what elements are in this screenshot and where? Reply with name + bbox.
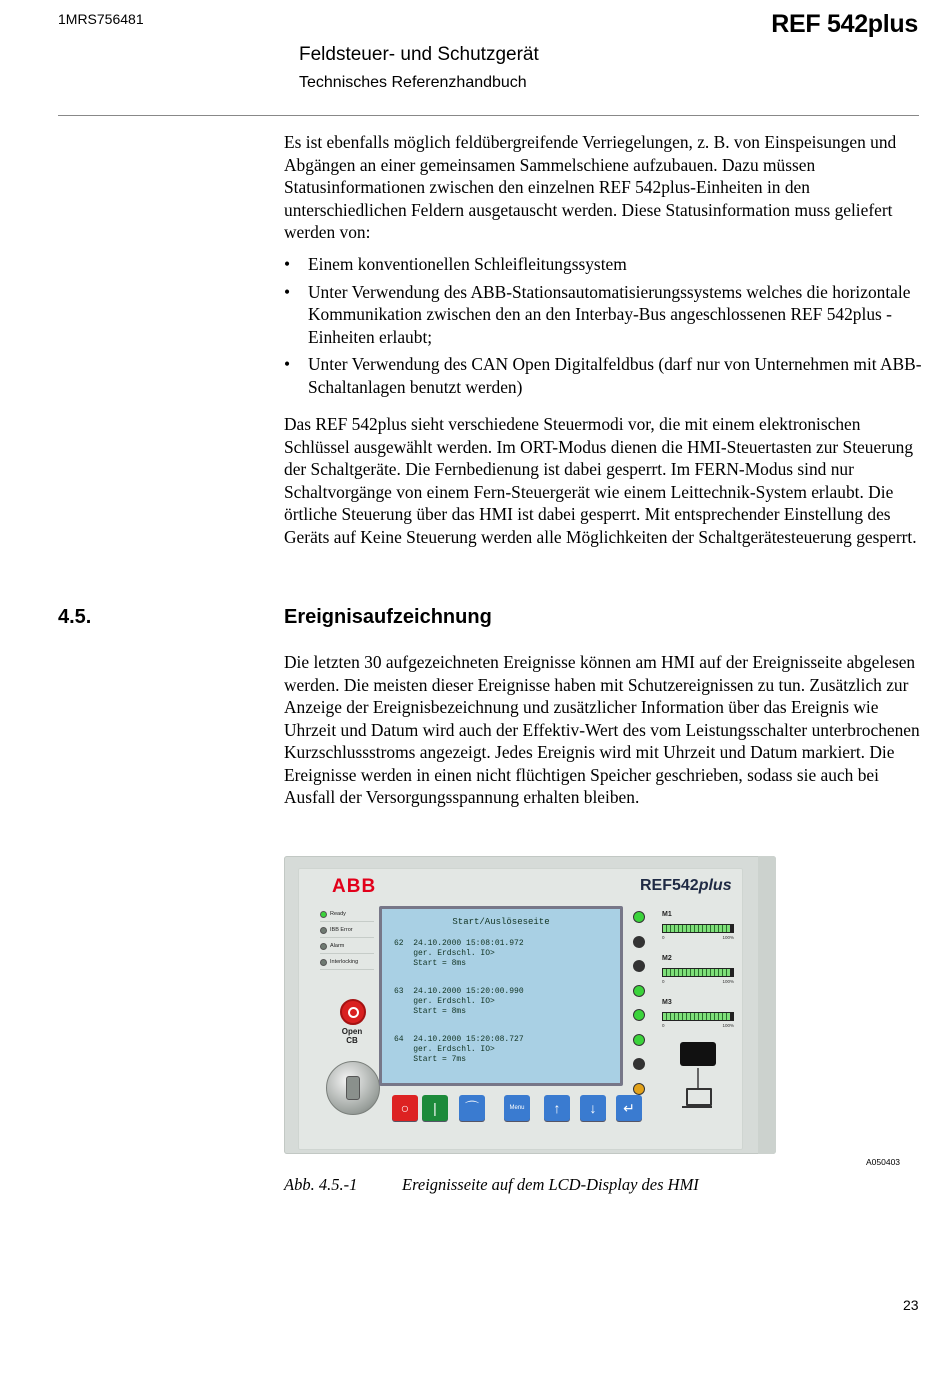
figure-reference: A050403 bbox=[866, 1157, 901, 1167]
open-cb-label: Open CB bbox=[341, 1027, 363, 1045]
led-label: IBB Error bbox=[330, 927, 353, 933]
close-key[interactable] bbox=[422, 1095, 448, 1121]
led-icon bbox=[320, 943, 327, 950]
led-row bbox=[320, 955, 374, 970]
led-label: Interlocking bbox=[330, 959, 359, 965]
enter-key[interactable] bbox=[616, 1095, 642, 1121]
select-key-icon: ⌒ bbox=[465, 1100, 479, 1116]
led-label: Alarm bbox=[330, 943, 345, 949]
led-icon bbox=[320, 959, 327, 966]
status-led-icon bbox=[633, 960, 645, 972]
meter bbox=[662, 999, 734, 1041]
lcd-event-entry: 62 24.10.2000 15:08:01.972 ger. Erdschl. IO> Start = 8ms bbox=[394, 939, 524, 968]
paragraph-control-modes: Das REF 542plus sieht verschiedene Steuermodi vor, die mit einem elektronischen Schlüssel ausgewählt werden. Im ORT-Modus dienen die HMI-Steuertasten zur Steuerung der Schaltgeräte. Die Fernbedienung ist dabei gesperrt. Im FERN-Modus sind nur Schaltvorgänge von einem Fern-Steuergerät wie einem Leittechnik-System erlaubt. Die örtliche Steuerung über das HMI ist dabei gesperrt. Mit entsprechender Einstellung des Geräts auf Keine Steuerung werden alle Möglichkeiten der Schaltgerätesteuerung gesperrt. bbox=[284, 414, 917, 547]
device-side-rail bbox=[758, 856, 776, 1154]
down-key-icon: ↓ bbox=[589, 1100, 597, 1116]
abb-logo: ABB bbox=[332, 876, 377, 897]
enter-key-icon: ↵ bbox=[623, 1099, 635, 1116]
product-name: REF 542plus bbox=[771, 10, 918, 38]
optical-port-icon bbox=[680, 1042, 716, 1066]
meter bbox=[662, 911, 734, 953]
connection-line bbox=[697, 1068, 699, 1088]
menu-key[interactable] bbox=[504, 1095, 530, 1121]
status-source-list bbox=[284, 253, 924, 403]
page-number: 23 bbox=[903, 1297, 919, 1313]
status-led-column bbox=[633, 911, 647, 1107]
lcd-event-entry: 64 24.10.2000 15:20:08.727 ger. Erdschl. IO> Start = 7ms bbox=[394, 1035, 524, 1064]
meter-bar bbox=[662, 924, 734, 933]
menu-key-icon: Menu bbox=[509, 1105, 525, 1111]
meter-fill bbox=[663, 1013, 730, 1020]
key-switch-icon[interactable] bbox=[326, 1061, 380, 1115]
paragraph-interlocking: Es ist ebenfalls möglich feldübergreifende Verriegelungen, z. B. von Einspeisungen und Abgängen an einer gemeinsamen Sammelschiene aufzubauen. Dazu müssen Statusinformationen zwischen den einzelnen REF 542plus-Einheiten in den unterschiedlichen Feldern ausgetauscht werden. Diese Statusinformation muss geliefert werden von: bbox=[284, 132, 897, 242]
lcd-event-entry: 63 24.10.2000 15:20:00.990 ger. Erdschl. IO> Start = 8ms bbox=[394, 987, 524, 1016]
section-title: Ereignisaufzeichnung bbox=[284, 606, 492, 628]
hmi-device-photo bbox=[284, 856, 776, 1154]
status-led-icon bbox=[633, 936, 645, 948]
status-led-icon bbox=[633, 1009, 645, 1021]
led-row bbox=[320, 907, 374, 922]
close-key-icon: | bbox=[433, 1100, 437, 1116]
figure-caption bbox=[284, 1175, 699, 1195]
device-model bbox=[640, 877, 732, 895]
meter-scale: 0 100% bbox=[662, 1023, 734, 1028]
open-key-icon: ○ bbox=[400, 1100, 410, 1116]
status-led-icon bbox=[633, 1083, 645, 1095]
model-suffix: plus bbox=[698, 877, 732, 894]
meter-scale: 0 100% bbox=[662, 935, 734, 940]
meter-panel bbox=[662, 911, 734, 1043]
led-row bbox=[320, 923, 374, 938]
caption-number: Abb. 4.5.-1 bbox=[284, 1175, 358, 1194]
meter-bar bbox=[662, 968, 734, 977]
led-icon bbox=[320, 911, 327, 918]
led-indicator-panel bbox=[320, 907, 374, 971]
meter bbox=[662, 955, 734, 997]
open-cb-button[interactable] bbox=[340, 999, 366, 1025]
lcd-display bbox=[379, 906, 623, 1086]
model-prefix: REF542 bbox=[640, 877, 699, 894]
document-subtitle: Technisches Referenzhandbuch bbox=[299, 74, 527, 91]
document-id: 1MRS756481 bbox=[58, 11, 144, 27]
led-label: Ready bbox=[330, 911, 346, 917]
up-key[interactable] bbox=[544, 1095, 570, 1121]
led-icon bbox=[320, 927, 327, 934]
open-key[interactable] bbox=[392, 1095, 418, 1121]
status-led-icon bbox=[633, 1058, 645, 1070]
list-item: • Unter Verwendung des ABB-Stationsautomatisierungssystems welches die horizontale Kommunikation zwischen den an den Interbay-Bus angeschlossenen REF 542plus -Einheiten erlaubt; bbox=[284, 281, 924, 349]
meter-label: M3 bbox=[662, 999, 672, 1006]
meter-bar bbox=[662, 1012, 734, 1021]
meter-label: M2 bbox=[662, 955, 672, 962]
hmi-keypad bbox=[392, 1095, 652, 1125]
meter-fill bbox=[663, 925, 730, 932]
header-divider bbox=[58, 115, 919, 116]
meter-fill bbox=[663, 969, 730, 976]
meter-scale: 0 100% bbox=[662, 979, 734, 984]
list-item: • Einem konventionellen Schleifleitungssystem bbox=[284, 253, 924, 276]
led-row bbox=[320, 939, 374, 954]
paragraph-event-recording: Die letzten 30 aufgezeichneten Ereignisse können am HMI auf der Ereignisseite abgelesen werden. Die meisten dieser Ereignisse haben mit Schutzereignissen zu tun. Zusätzlich zur Anzeige der Ereignisbezeichnung und zusätzlicher Information über das Ereignis wie Uhrzeit und Datum wird auch der Effektiv-Wert des vom Leistungsschalter unterbrochenen Kurzschlussstroms angezeigt. Jedes Ereignis wird mit Uhrzeit und Datum markiert. Die Ereignisse werden in einen nicht flüchtigen Speicher geschrieben, sodass sie auch bei Ausfall der Versorgungsspannung erhalten bleiben. bbox=[284, 652, 920, 807]
meter-label: M1 bbox=[662, 911, 672, 918]
status-led-icon bbox=[633, 985, 645, 997]
list-item: • Unter Verwendung des CAN Open Digitalfeldbus (darf nur von Unternehmen mit ABB-Schaltanlagen benutzt werden) bbox=[284, 353, 924, 398]
select-key[interactable] bbox=[459, 1095, 485, 1121]
document-title: Feldsteuer- und Schutzgerät bbox=[299, 44, 539, 65]
caption-text: Ereignisseite auf dem LCD-Display des HMI bbox=[402, 1175, 699, 1194]
section-number: 4.5. bbox=[58, 606, 92, 628]
up-key-icon: ↑ bbox=[553, 1100, 561, 1116]
down-key[interactable] bbox=[580, 1095, 606, 1121]
pc-icon bbox=[686, 1088, 712, 1106]
status-led-icon bbox=[633, 911, 645, 923]
pc-base-icon bbox=[682, 1106, 712, 1108]
lcd-title: Start/Auslöseseite bbox=[452, 917, 550, 927]
status-led-icon bbox=[633, 1034, 645, 1046]
